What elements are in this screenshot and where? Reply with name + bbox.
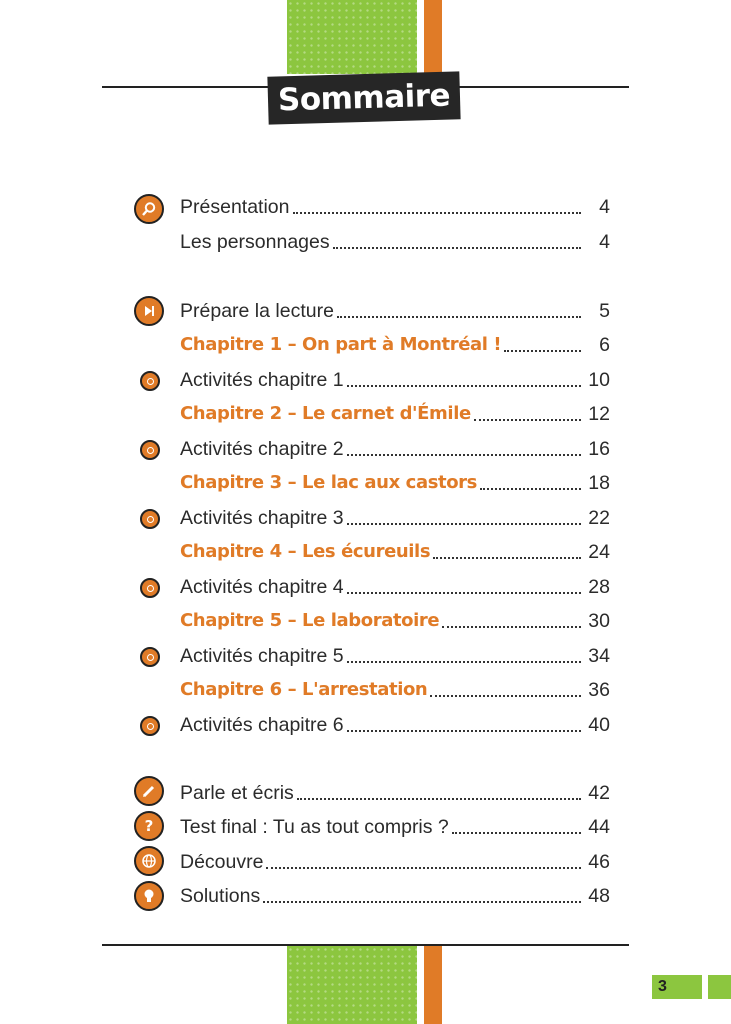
- toc-entry[interactable]: Activités chapitre 3 22: [180, 507, 610, 529]
- page-number-tab: [708, 975, 731, 999]
- page-title: Sommaire: [277, 77, 451, 119]
- toc-chapter-entry[interactable]: Chapitre 3 – Le lac aux castors 18: [180, 472, 610, 494]
- dot-leader: [452, 832, 581, 834]
- toc-chapter-entry[interactable]: Chapitre 2 – Le carnet d'Émile 12: [180, 403, 610, 425]
- dot-leader: [347, 523, 581, 525]
- toc-entry[interactable]: Prépare la lecture 5: [180, 300, 610, 322]
- toc-entry[interactable]: Test final : Tu as tout compris ? 44: [180, 816, 610, 838]
- page-number: 3: [652, 975, 702, 999]
- toc-chapter-entry[interactable]: Chapitre 5 – Le laboratoire 30: [180, 610, 610, 632]
- toc-entry[interactable]: Présentation 4: [180, 196, 610, 218]
- dot-leader: [430, 695, 581, 697]
- toc-entry[interactable]: Activités chapitre 2 16: [180, 438, 610, 460]
- dot-leader: [474, 419, 581, 421]
- dot-leader: [433, 557, 581, 559]
- toc-entry[interactable]: Parle et écris 42: [180, 782, 610, 804]
- dot-leader: [297, 798, 581, 800]
- dot-leader: [293, 212, 582, 214]
- toc-entry[interactable]: Activités chapitre 6 40: [180, 714, 610, 736]
- toc-entry[interactable]: Activités chapitre 5 34: [180, 645, 610, 667]
- dot-leader: [442, 626, 581, 628]
- dot-leader: [480, 488, 581, 490]
- dot-leader: [504, 350, 581, 352]
- toc-entry[interactable]: Activités chapitre 1 10: [180, 369, 610, 391]
- toc-entry[interactable]: Solutions 48: [180, 885, 610, 907]
- toc-entry[interactable]: Activités chapitre 4 28: [180, 576, 610, 598]
- dot-leader: [266, 867, 581, 869]
- toc-chapter-entry[interactable]: Chapitre 4 – Les écureuils 24: [180, 541, 610, 563]
- toc-entry[interactable]: Découvre 46: [180, 851, 610, 873]
- question-mark-icon: ?: [134, 811, 164, 841]
- dot-leader: [347, 385, 581, 387]
- dot-leader: [347, 661, 581, 663]
- dot-leader: [347, 454, 581, 456]
- dot-leader: [337, 316, 581, 318]
- toc-chapter-entry[interactable]: Chapitre 1 – On part à Montréal ! 6: [180, 334, 610, 356]
- toc-entry[interactable]: Les personnages 4: [180, 231, 610, 253]
- dot-leader: [263, 901, 581, 903]
- dot-leader: [333, 247, 581, 249]
- dot-leader: [347, 592, 581, 594]
- toc-chapter-entry[interactable]: Chapitre 6 – L'arrestation 36: [180, 679, 610, 701]
- dot-leader: [347, 730, 581, 732]
